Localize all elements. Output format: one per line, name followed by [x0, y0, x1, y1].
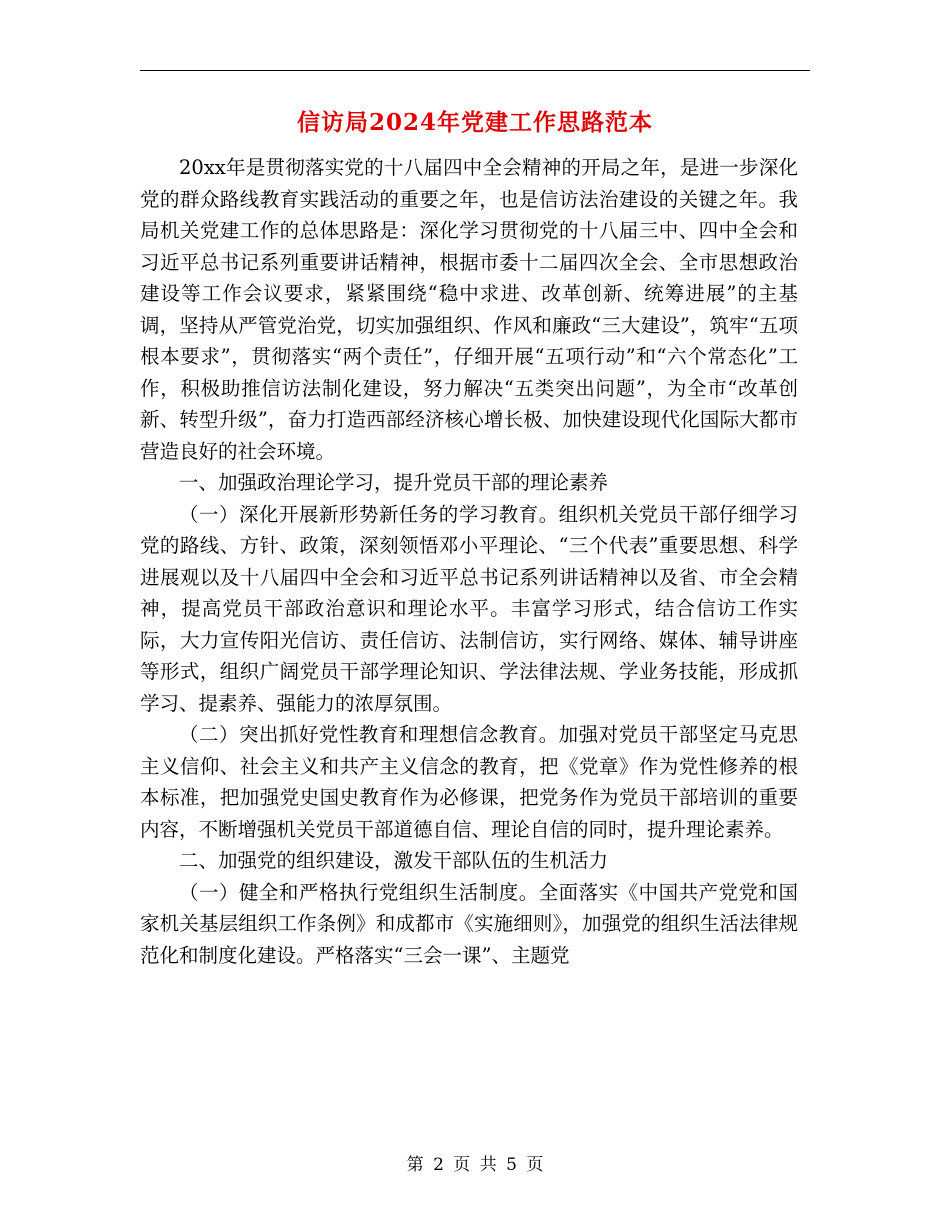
- section-heading-2: 二、加强党的组织建设，激发干部队伍的生机活力: [179, 849, 609, 872]
- document-body: [140, 152, 798, 971]
- document-title: 信访局2024年党建工作思路范本: [296, 109, 653, 136]
- page-footer: 第 2 页 共 5 页: [406, 1155, 544, 1175]
- paragraph-1-1: （一）深化开展新形势新任务的学习教育。组织机关党员干部仔细学习党的路线、方针、政策，深刻领悟邓小平理论、“三个代表”重要思想、科学进展观以及十八届四中全会和习近平总书记系列讲话精神以及省、市全会精神，提高党员干部政治意识和理论水平。丰富学习形式，结合信访工作实际，大力宣传阳光信访、责任信访、法制信访，实行网络、媒体、辅导讲座等形式，组织广阔党员干部学理论知识、学法律法规、学业务技能，形成抓学习、提素养、强能力的浓厚氛围。: [140, 502, 798, 715]
- paragraph-intro: 20xx年是贯彻落实党的十八届四中全会精神的开局之年，是进一步深化党的群众路线教育实践活动的重要之年，也是信访法治建设的关键之年。我局机关党建工作的总体思路是：深化学习贯彻党的十八届三中、四中全会和习近平总书记系列重要讲话精神，根据市委十二届四次全会、全市思想政治建设等工作会议要求，紧紧围绕“稳中求进、改革创新、统筹进展”的主基调，坚持从严管党治党，切实加强组织、作风和廉政“三大建设”，筑牢“五项根本要求”，贯彻落实“两个责任”，仔细开展“五项行动”和“六个常态化”工作，积极助推信访法制化建设，努力解决“五类突出问题”，为全市“改革创新、转型升级”，奋力打造西部经济核心增长极、加快建设现代化国际大都市营造良好的社会环境。: [140, 156, 798, 463]
- header-rule: [140, 70, 810, 71]
- section-heading-1: 一、加强政治理论学习，提升党员干部的理论素养: [179, 471, 609, 494]
- paragraph-1-2: （二）突出抓好党性教育和理想信念教育。加强对党员干部坚定马克思主义信仰、社会主义和共产主义信念的教育，把《党章》作为党性修养的根本标准，把加强党史国史教育作为必修课，把党务作为党员干部培训的重要内容，不断增强机关党员干部道德自信、理论自信的同时，提升理论素养。: [140, 723, 798, 841]
- paragraph-2-1: （一）健全和严格执行党组织生活制度。全面落实《中国共产党党和国家机关基层组织工作条例》和成都市《实施细则》，加强党的组织生活法律规范化和制度化建设。严格落实“三会一课”、主题党: [140, 880, 798, 967]
